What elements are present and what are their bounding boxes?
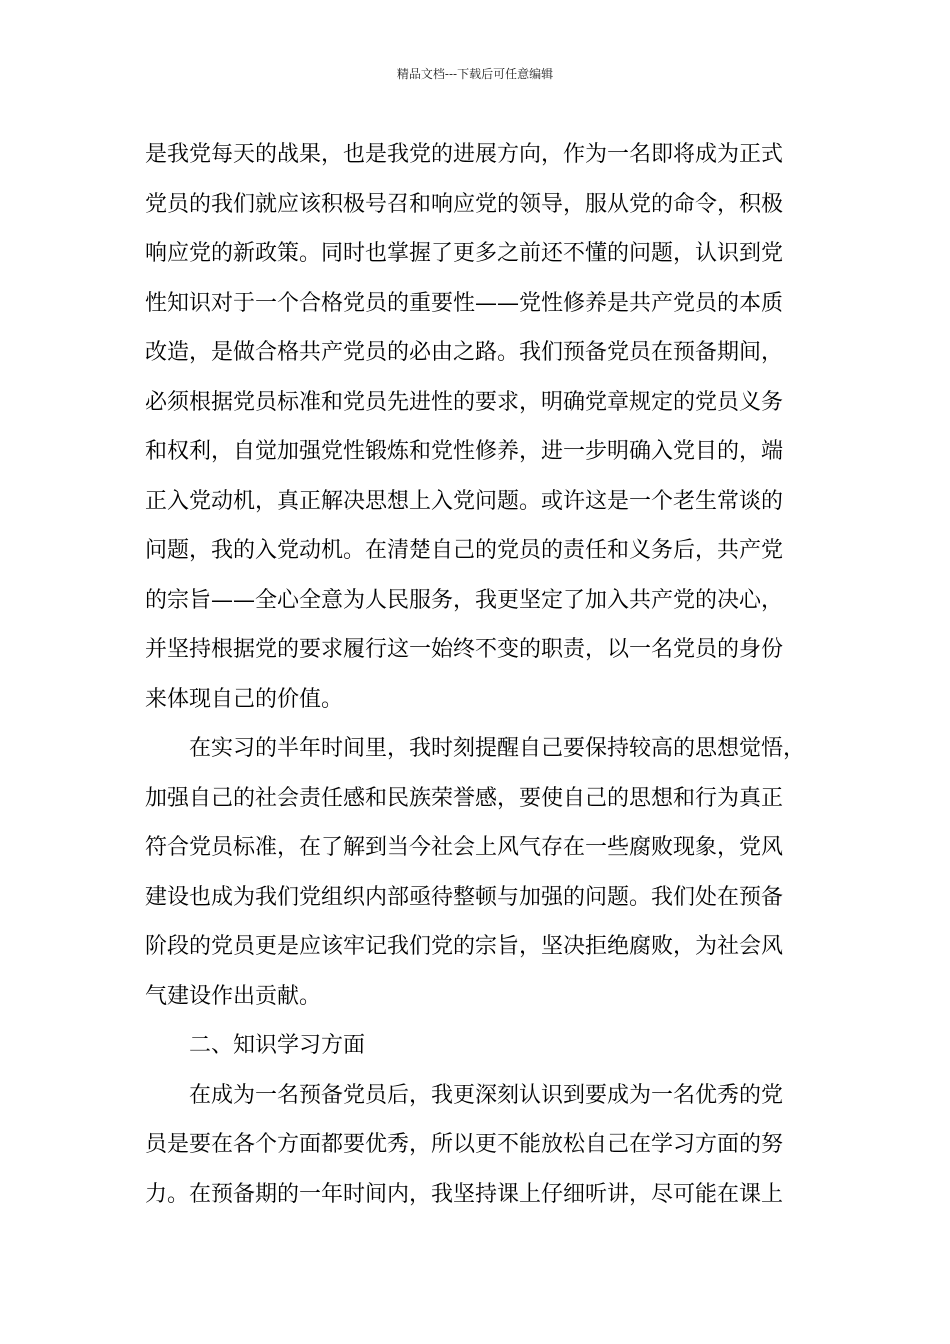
text-line: 阶段的党员更是应该牢记我们党的宗旨，坚决拒绝腐败，为社会风 [145, 934, 784, 959]
text-line: 响应党的新政策。同时也掌握了更多之前还不懂的问题，认识到党 [145, 241, 784, 266]
text-line: 符合党员标准，在了解到当今社会上风气存在一些腐败现象，党风 [145, 835, 784, 860]
text-line: 改造，是做合格共产党员的必由之路。我们预备党员在预备期间， [145, 340, 784, 365]
text-line: 必须根据党员标准和党员先进性的要求，明确党章规定的党员义务 [145, 389, 784, 415]
text-line: 加强自己的社会责任感和民族荣誉感，要使自己的思想和行为真正 [145, 785, 784, 811]
text-line: 在实习的半年时间里，我时刻提醒自己要保持较高的思想觉悟， [189, 736, 806, 761]
text-line: 性知识对于一个合格党员的重要性——党性修养是共产党员的本质 [145, 290, 784, 316]
text-line: 建设也成为我们党组织内部亟待整顿与加强的问题。我们处在预备 [145, 884, 784, 910]
text-line: 并坚持根据党的要求履行这一始终不变的职责，以一名党员的身份 [145, 637, 784, 662]
text-line: 二、知识学习方面 [189, 1033, 366, 1058]
text-line: 是我党每天的战果，也是我党的进展方向，作为一名即将成为正式 [145, 142, 784, 167]
text-line: 气建设作出贡献。 [145, 983, 322, 1009]
text-line: 的宗旨——全心全意为人民服务，我更坚定了加入共产党的决心， [145, 587, 784, 613]
text-line: 来体现自己的价值。 [145, 686, 344, 712]
text-line: 和权利，自觉加强党性锻炼和党性修养，进一步明确入党目的，端 [145, 439, 784, 464]
text-line: 党员的我们就应该积极号召和响应党的领导，服从党的命令，积极 [145, 191, 784, 217]
text-line: 力。在预备期的一年时间内，我坚持课上仔细听讲，尽可能在课上 [145, 1181, 784, 1207]
text-line: 问题，我的入党动机。在清楚自己的党员的责任和义务后，共产党 [145, 538, 784, 563]
text-line: 正入党动机，真正解决思想上入党问题。或许这是一个老生常谈的 [145, 488, 784, 514]
text-line: 员是要在各个方面都要优秀，所以更不能放松自己在学习方面的努 [145, 1132, 784, 1157]
text-line: 在成为一名预备党员后，我更深刻认识到要成为一名优秀的党 [189, 1082, 784, 1108]
document-body [145, 130, 810, 1219]
page-header: 精品文档---下载后可任意编辑 [396, 67, 554, 81]
